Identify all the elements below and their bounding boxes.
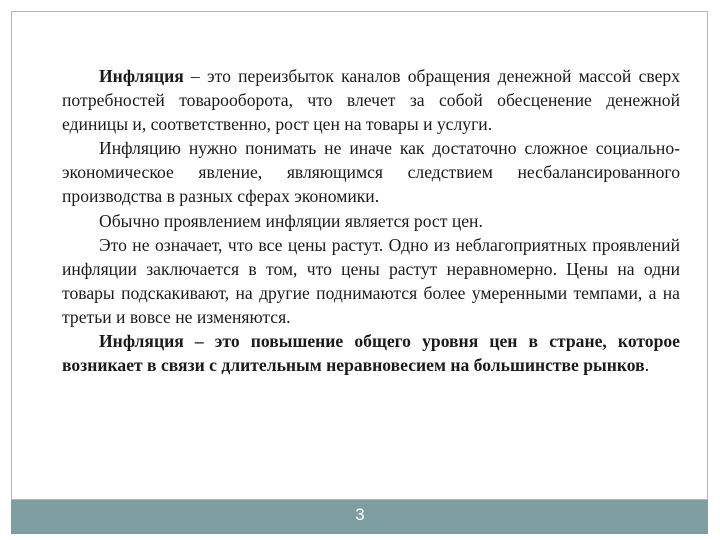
page-number: 3 xyxy=(355,505,365,524)
paragraph-bold-definition xyxy=(62,329,680,377)
paragraph-manifestation: Обычно проявлением инфляции является рост цен. xyxy=(99,210,483,231)
body-text xyxy=(62,64,680,377)
paragraph-uneven-prices: Это не означает, что все цены растут. Одно из неблагоприятных проявлений инфляции заключается в том, что цены растут неравномерно. Цены на одни товары подскакивают, на другие поднимаются более умеренными темпами, а на третьи и вовсе не изменяются. xyxy=(62,234,680,327)
bold-definition-text: Инфляция – это повышение общего уровня цен в стране, которое возникает в связи с длительным неравновесием на большинстве рынков xyxy=(62,331,680,376)
definition-text: – это переизбыток каналов обращения денежной массой сверх потребностей товарооборота, что влечет за собой обесценение денежной единицы и, соответственно, рост цен на товары и услуги. xyxy=(62,66,680,135)
bold-definition-period: . xyxy=(644,355,650,376)
paragraph-phenomenon: Инфляцию нужно понимать не иначе как достаточно сложное социально-экономическое явление, являющимся следствием несбалансированного производства в разных сферах экономики. xyxy=(62,138,680,207)
term-inflation: Инфляция xyxy=(99,66,184,86)
paragraph-definition xyxy=(62,64,680,136)
